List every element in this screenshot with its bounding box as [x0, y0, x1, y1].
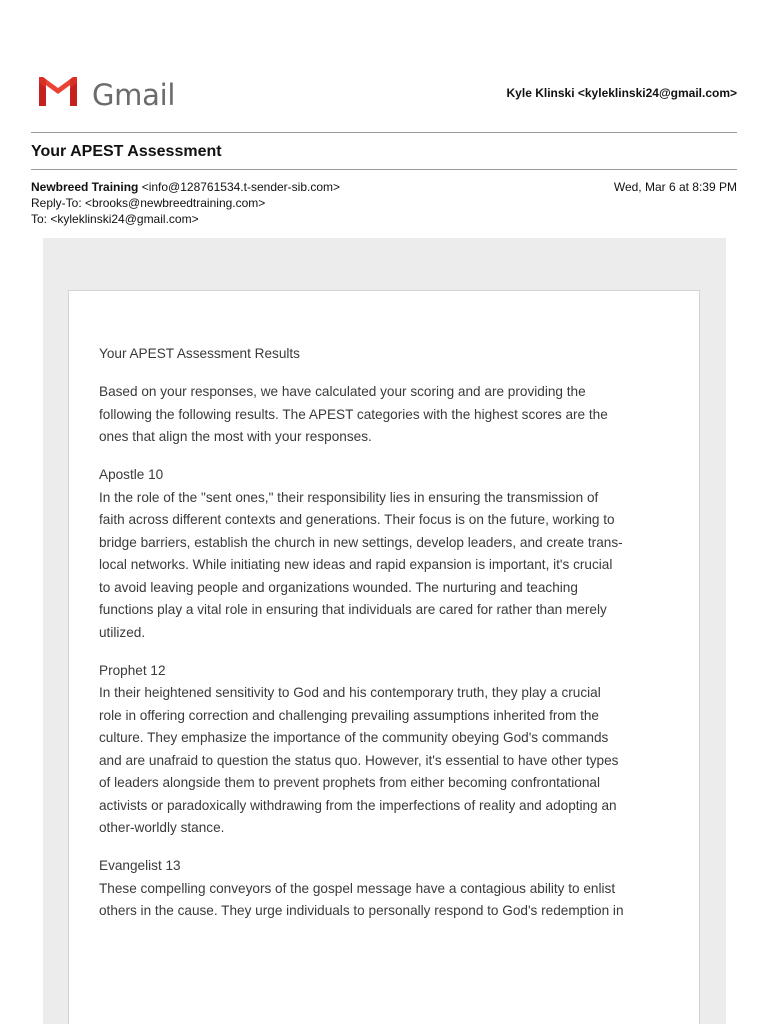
section-line: utilized. — [99, 624, 146, 640]
intro-line: Based on your responses, we have calculated your scoring and are providing the — [99, 384, 586, 399]
header-divider — [31, 132, 737, 133]
account-email: Kyle Klinski <kyleklinski24@gmail.com> — [506, 86, 737, 100]
to-line: To: <kyleklinski24@gmail.com> — [31, 212, 199, 226]
section-line: local networks. While initiating new ideas and rapid expansion is important, it's crucial — [99, 557, 613, 572]
section-line: functions play a vital role in ensuring that individuals are cared for rather than merely — [99, 602, 607, 617]
sender-name: Newbreed Training — [31, 180, 139, 194]
section-heading-apostle: Apostle 10 — [99, 467, 164, 482]
section-line: role in offering correction and challenging prevailing assumptions inherited from the — [99, 707, 599, 723]
gmail-header — [31, 70, 737, 116]
section-line: faith across different contexts and generations. Their focus is on the future, working to — [99, 512, 615, 527]
intro-line: ones that align the most with your responses. — [99, 429, 372, 444]
section-line: to avoid leaving people and organizations wounded. The nurturing and teaching — [99, 579, 578, 595]
subject-divider — [31, 169, 737, 170]
email-body-card — [68, 290, 700, 1024]
email-subject: Your APEST Assessment — [31, 143, 222, 160]
sender-address: <info@128761534.t-sender-sib.com> — [141, 180, 341, 194]
email-meta — [31, 179, 737, 227]
reply-to-line: Reply-To: <brooks@newbreedtraining.com> — [31, 196, 266, 210]
section-line: of leaders alongside them to prevent prophets from either becoming confrontational — [99, 775, 600, 790]
section-line: These compelling conveyors of the gospel message have a contagious ability to enlist — [99, 880, 616, 896]
email-body-text — [99, 343, 679, 923]
section-line: In the role of the "sent ones," their responsibility lies in ensuring the transmission of — [99, 489, 599, 505]
email-date: Wed, Mar 6 at 8:39 PM — [613, 180, 737, 194]
section-line: In their heightened sensitivity to God and his contemporary truth, they play a crucial — [99, 685, 601, 700]
section-line: and are unafraid to question the status quo. However, it's essential to have other types — [99, 752, 619, 768]
section-heading-prophet: Prophet 12 — [99, 662, 166, 678]
gmail-logo[interactable] — [36, 74, 176, 114]
intro-line: following the following results. The APEST categories with the highest scores are the — [99, 406, 608, 422]
section-line: others in the cause. They urge individuals to personally respond to God's redemption in — [99, 903, 624, 918]
section-line: other-worldly stance. — [99, 820, 225, 835]
section-line: activists or paradoxically withdrawing from the imperfections of reality and adopting an — [99, 797, 617, 813]
section-heading-evangelist: Evangelist 13 — [99, 858, 181, 873]
gmail-m-icon — [36, 74, 80, 108]
section-line: culture. They emphasize the importance of the community obeying God's commands — [99, 730, 609, 745]
gmail-wordmark: Gmail — [92, 78, 176, 112]
results-title: Your APEST Assessment Results — [99, 346, 300, 361]
section-line: bridge barriers, establish the church in new settings, develop leaders, and create trans- — [99, 534, 623, 550]
